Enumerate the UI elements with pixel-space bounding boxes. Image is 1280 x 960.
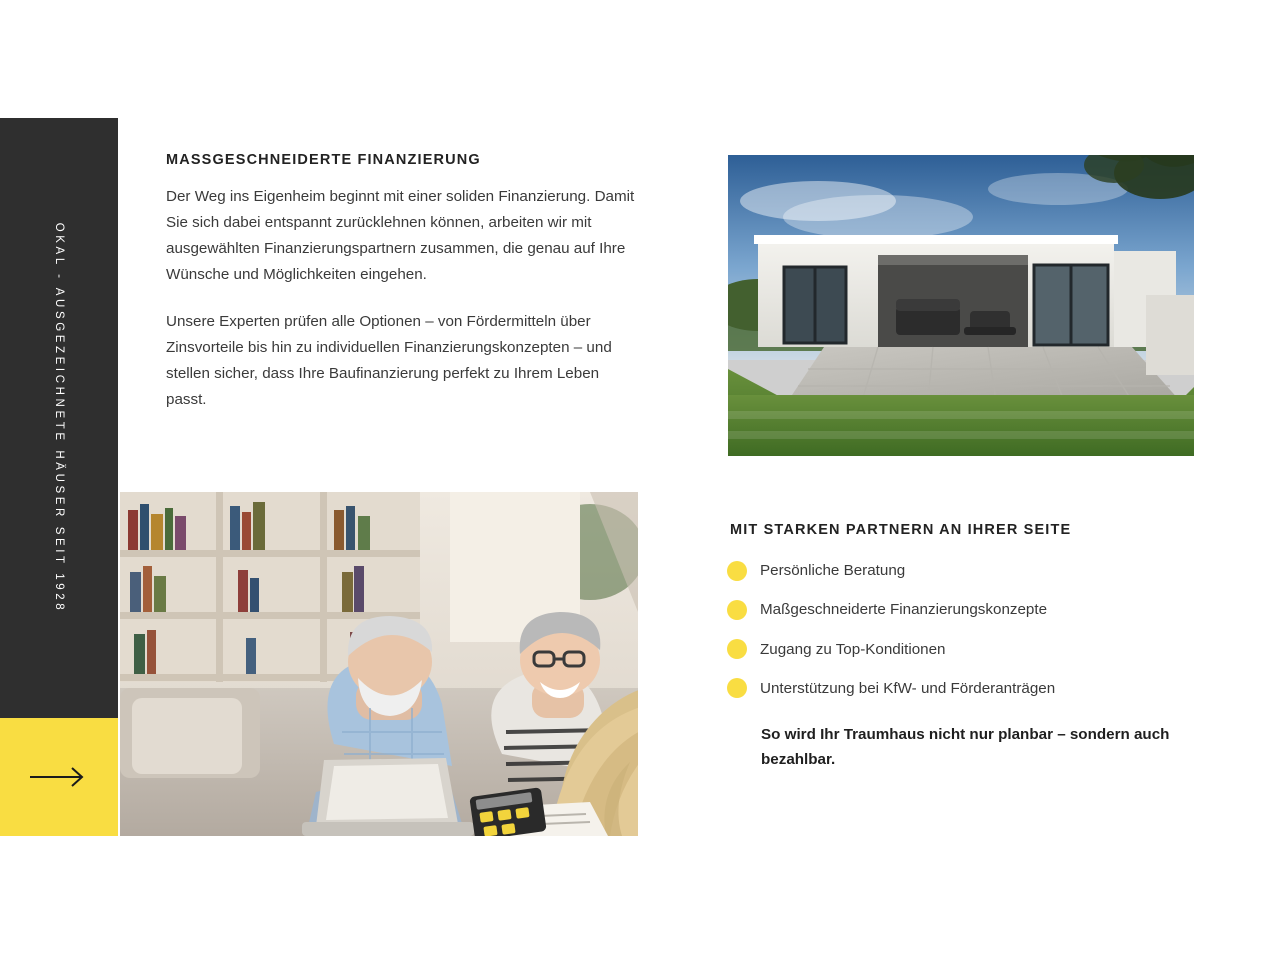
bullet-dot-icon [727, 600, 747, 620]
partner-item-label: Zugang zu Top-Konditionen [760, 640, 946, 658]
next-slide-button[interactable] [0, 718, 118, 836]
list-item [728, 678, 1228, 699]
body-paragraph-1: Der Weg ins Eigenheim beginnt mit einer soliden Finanzierung. Damit Sie sich dabei entspannt zurücklehnen können, arbeiten wir mit ausgewählten Finanzierungspartnern zusammen, die genau auf Ihre Wünsche und Möglichkeiten eingehen. [166, 188, 635, 284]
list-item [728, 639, 1228, 660]
arrow-right-icon [28, 765, 90, 789]
partners-section [728, 522, 1228, 788]
people-photo [120, 492, 638, 836]
bullet-dot-icon [727, 561, 747, 581]
partner-item-label: Maßgeschneiderte Finanzierungskonzepte [760, 601, 1048, 619]
section-heading: MASSGESCHNEIDERTE FINANZIERUNG [166, 152, 481, 168]
partners-heading: MIT STARKEN PARTNERN AN IHRER SEITE [730, 522, 1072, 538]
closing-statement: So wird Ihr Traumhaus nicht nur planbar – sondern auch bezahlbar. [761, 726, 1170, 768]
body-paragraph-2: Unsere Experten prüfen alle Optionen – von Fördermitteln über Zinsvorteile bis hin zu individuellen Finanzierungskonzepten – und stellen sicher, dass Ihre Baufinanzierung perfekt zu Ihrem Leben passt. [166, 312, 612, 408]
text-column [166, 152, 636, 413]
left-sidebar [0, 118, 118, 718]
list-item [728, 560, 1228, 581]
house-photo [728, 155, 1194, 456]
list-item [728, 599, 1228, 620]
partner-item-label: Unterstützung bei KfW- und Förderanträgen [760, 679, 1056, 697]
bullet-dot-icon [727, 678, 747, 698]
brand-vertical-label: OKAL - AUSGEZEICHNETE HÄUSER SEIT 1928 [53, 222, 65, 614]
partner-item-label: Persönliche Beratung [760, 562, 906, 579]
bullet-dot-icon [727, 639, 747, 659]
